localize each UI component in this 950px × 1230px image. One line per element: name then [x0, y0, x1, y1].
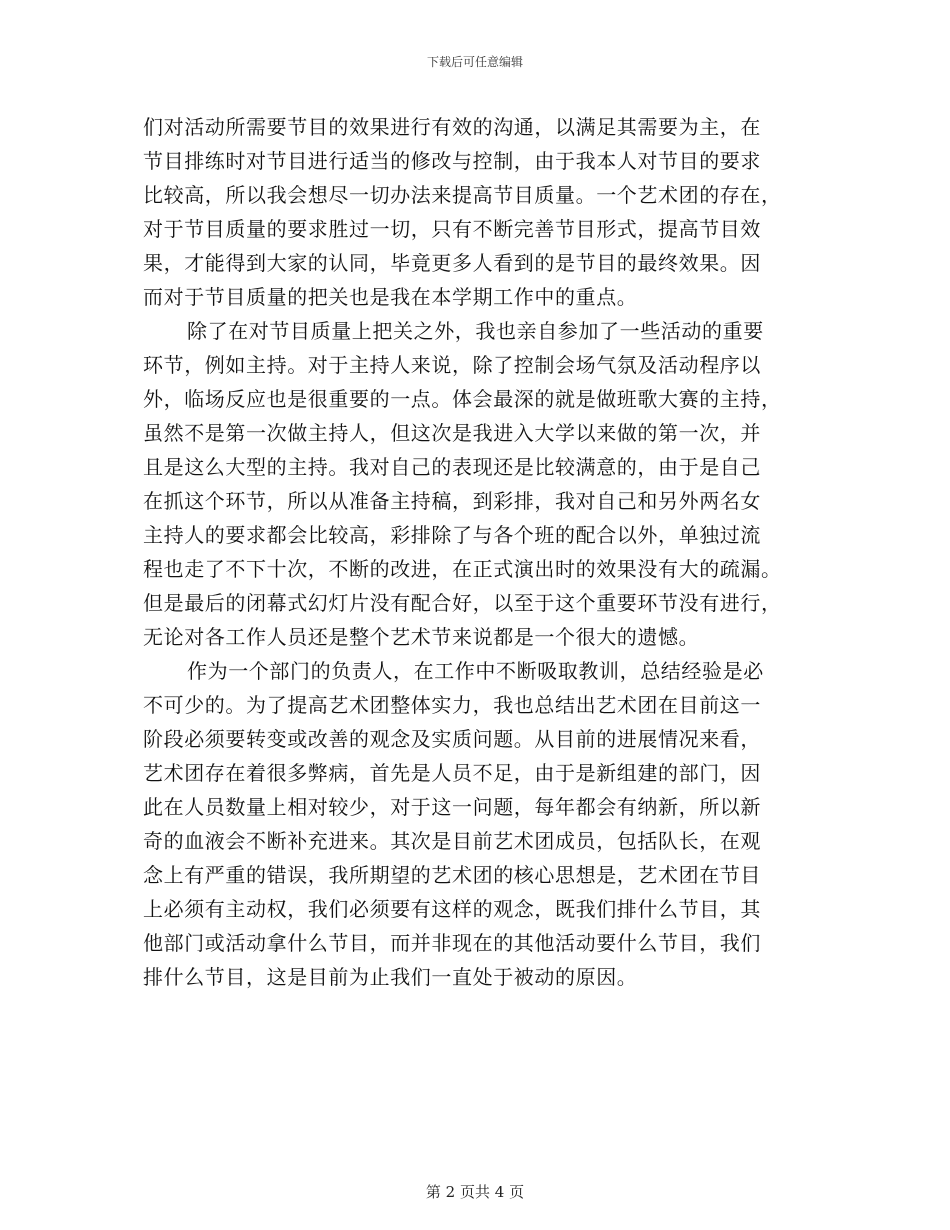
page-header: 下载后可任意编辑: [426, 55, 523, 69]
text-line: 环节，例如主持。对于主持人来说，除了控制会场气氛及活动程序以: [143, 353, 761, 377]
page-footer: 第 2 页共 4 页: [425, 1183, 525, 1201]
text-line: 念上有严重的错误，我所期望的艺术团的核心思想是，艺术团在节目: [143, 863, 761, 887]
paragraph: [143, 654, 813, 994]
text-line: 虽然不是第一次做主持人，但这次是我进入大学以来做的第一次，并: [143, 421, 761, 445]
text-line: 们对活动所需要节目的效果进行有效的沟通，以满足其需要为主，在: [143, 115, 761, 139]
text-line: 此在人员数量上相对较少，对于这一问题，每年都会有纳新，所以新: [143, 795, 761, 819]
text-line: 无论对各工作人员还是整个艺术节来说都是一个很大的遗憾。: [143, 625, 700, 649]
paragraph: [143, 110, 813, 314]
text-line: 程也走了不下十次，不断的改进，在正式演出时的效果没有大的疏漏。: [143, 557, 782, 581]
paragraph: [143, 314, 813, 654]
text-line: 作为一个部门的负责人，在工作中不断吸取教训，总结经验是必: [187, 659, 764, 683]
text-line: 上必须有主动权，我们必须要有这样的观念，既我们排什么节目，其: [143, 897, 761, 921]
text-line: 比较高，所以我会想尽一切办法来提高节目质量。一个艺术团的存在，: [143, 183, 782, 207]
text-line: 主持人的要求都会比较高，彩排除了与各个班的配合以外，单独过流: [143, 523, 761, 547]
text-line: 在抓这个环节，所以从准备主持稿，到彩排，我对自己和另外两名女: [143, 489, 761, 513]
text-line: 且是这么大型的主持。我对自己的表现还是比较满意的，由于是自己: [143, 455, 761, 479]
text-line: 而对于节目质量的把关也是我在本学期工作中的重点。: [143, 285, 638, 309]
text-line: 但是最后的闭幕式幻灯片没有配合好，以至于这个重要环节没有进行，: [143, 591, 782, 615]
text-line: 外，临场反应也是很重要的一点。体会最深的就是做班歌大赛的主持，: [143, 387, 782, 411]
text-line: 阶段必须要转变或改善的观念及实质问题。从目前的进展情况来看，: [143, 727, 761, 751]
text-line: 除了在对节目质量上把关之外，我也亲自参加了一些活动的重要: [187, 319, 764, 343]
text-line: 对于节目质量的要求胜过一切，只有不断完善节目形式，提高节目效: [143, 217, 761, 241]
text-line: 奇的血液会不断补充进来。其次是目前艺术团成员，包括队长，在观: [143, 829, 761, 853]
text-line: 他部门或活动拿什么节目，而并非现在的其他活动要什么节目，我们: [143, 931, 761, 955]
text-line: 排什么节目，这是目前为止我们一直处于被动的原因。: [143, 965, 638, 989]
document-body: [143, 110, 813, 994]
text-line: 不可少的。为了提高艺术团整体实力，我也总结出艺术团在目前这一: [143, 693, 761, 717]
text-line: 艺术团存在着很多弊病，首先是人员不足，由于是新组建的部门，因: [143, 761, 761, 785]
text-line: 节目排练时对节目进行适当的修改与控制，由于我本人对节目的要求: [143, 149, 761, 173]
text-line: 果，才能得到大家的认同，毕竟更多人看到的是节目的最终效果。因: [143, 251, 761, 275]
